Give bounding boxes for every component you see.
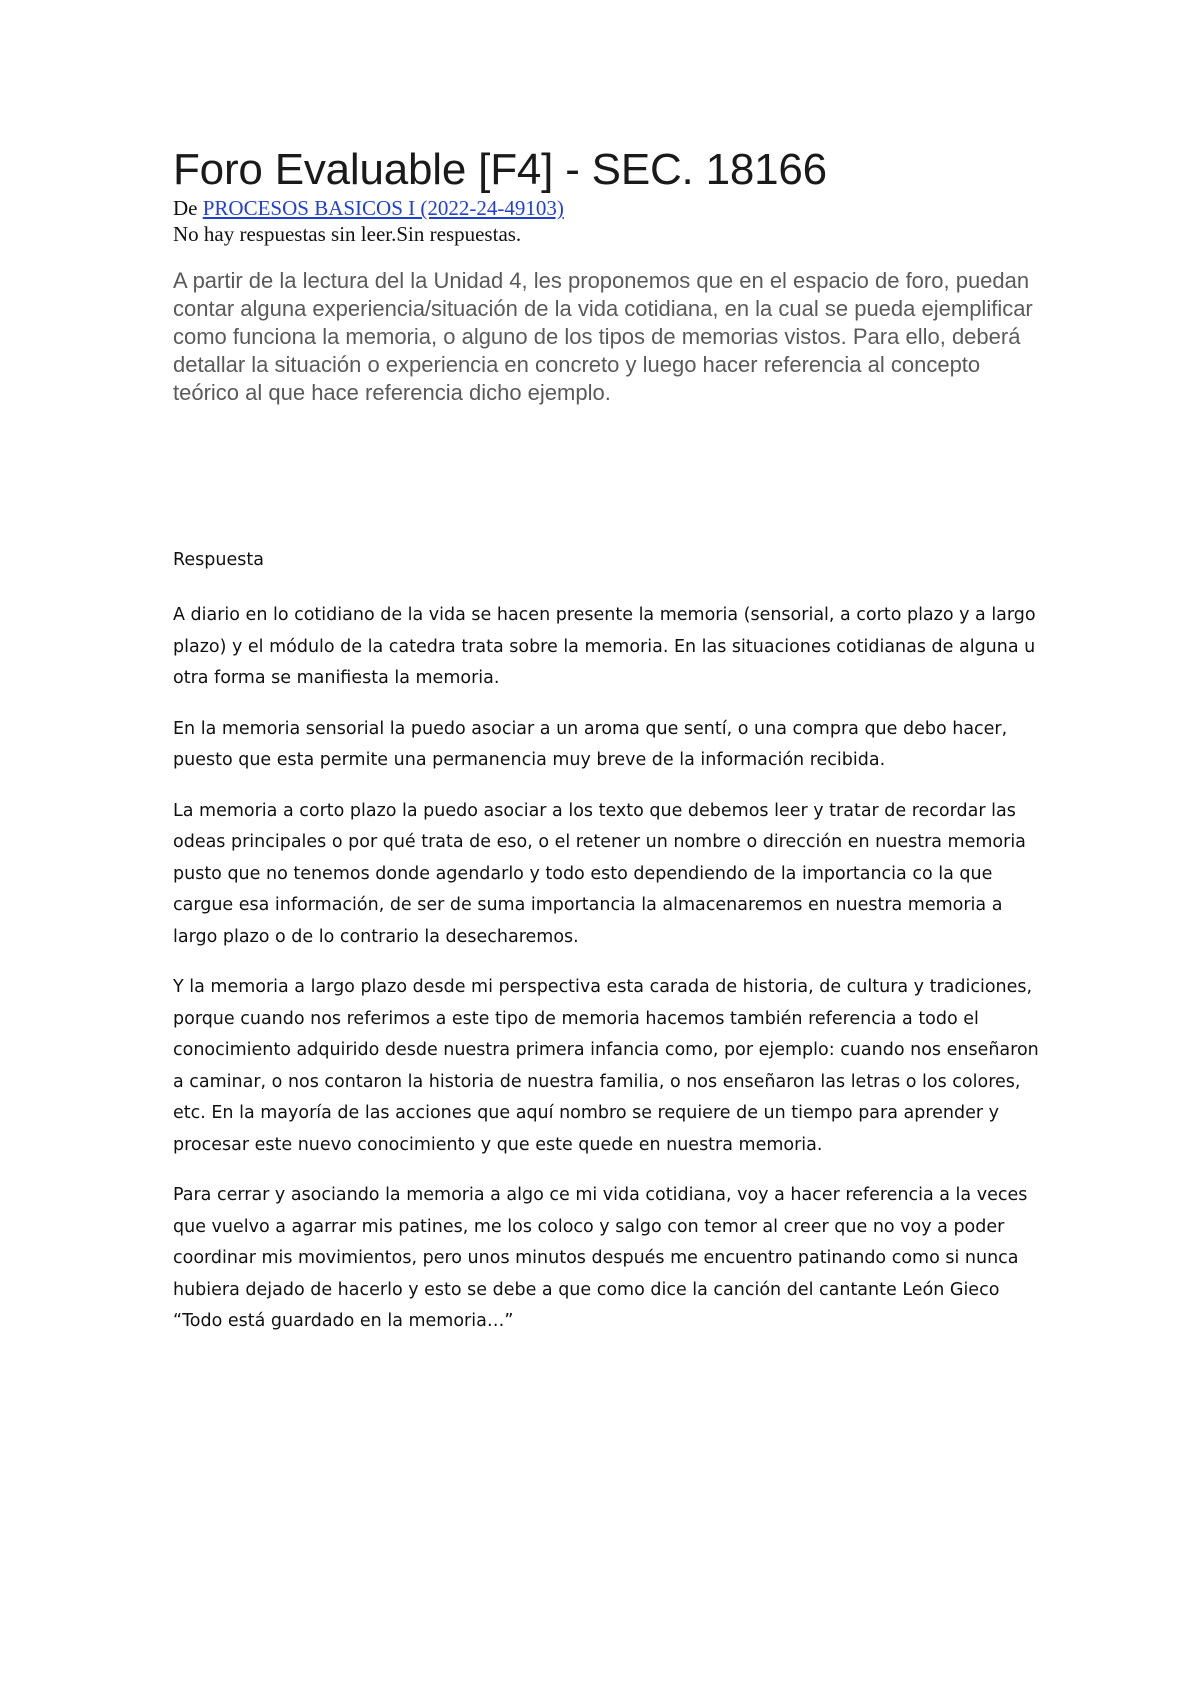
answer-paragraph: A diario en lo cotidiano de la vida se hacen presente la memoria (sensorial, a corto plazo y a largo plazo) y el módulo de la catedra trata sobre la memoria. En las situaciones cotidianas de alguna u otra forma se manifiesta la memoria. bbox=[173, 605, 1036, 688]
forum-header bbox=[173, 145, 1043, 407]
forum-prompt: A partir de la lectura del la Unidad 4, les proponemos que en el espacio de foro, puedan contar alguna experiencia/situación de la vida cotidiana, en la cual se pueda ejemplificar como funciona la memoria, o alguno de los tipos de memorias vistos. Para ello, deberá detallar la situación o experiencia en concreto y luego hacer referencia al concepto teórico al que hace referencia dicho ejemplo. bbox=[173, 268, 1033, 405]
answer-paragraph: Para cerrar y asociando la memoria a algo ce mi vida cotidiana, voy a hacer referencia a la veces que vuelvo a agarrar mis patines, me los coloco y salgo con temor al creer que no voy a poder coordinar mis movimientos, pero unos minutos después me encuentro patinando como si nunca hubiera dejado de hacerlo y esto se debe a que como dice la canción del cantante León Gieco “Todo está guardado en la memoria…” bbox=[173, 1185, 1028, 1331]
course-line bbox=[173, 195, 1043, 221]
answer-section bbox=[173, 548, 1043, 1357]
course-link[interactable]: PROCESOS BASICOS I (2022-24-49103) bbox=[202, 196, 564, 220]
reply-status: No hay respuestas sin leer.Sin respuestas. bbox=[173, 222, 522, 246]
course-prefix: De bbox=[173, 196, 203, 220]
answer-heading: Respuesta bbox=[173, 550, 264, 570]
answer-paragraph: La memoria a corto plazo la puedo asociar a los texto que debemos leer y tratar de recordar las odeas principales o por qué trata de eso, o el retener un nombre o dirección en nuestra memoria pusto que no tenemos donde agendarlo y todo esto dependiendo de la importancia co la que cargue esa información, de ser de suma importancia la almacenaremos en nuestra memoria a largo plazo o de lo contrario la desecharemos. bbox=[173, 800, 1026, 947]
answer-paragraph: En la memoria sensorial la puedo asociar a un aroma que sentí, o una compra que debo hacer, puesto que esta permite una permanencia muy breve de la información recibida. bbox=[173, 718, 1008, 770]
answer-paragraph: Y la memoria a largo plazo desde mi perspectiva esta carada de historia, de cultura y tradiciones, porque cuando nos referimos a este tipo de memoria hacemos también referencia a todo el conocimiento adquirido desde nuestra primera infancia como, por ejemplo: cuando nos enseñaron a caminar, o nos contaron la historia de nuestra familia, o nos enseñaron las letras o los colores, etc. En la mayoría de las acciones que aquí nombro se requiere de un tiempo para aprender y procesar este nuevo conocimiento y que este quede en nuestra memoria. bbox=[173, 977, 1039, 1155]
page-title: Foro Evaluable [F4] - SEC. 18166 bbox=[173, 145, 827, 194]
